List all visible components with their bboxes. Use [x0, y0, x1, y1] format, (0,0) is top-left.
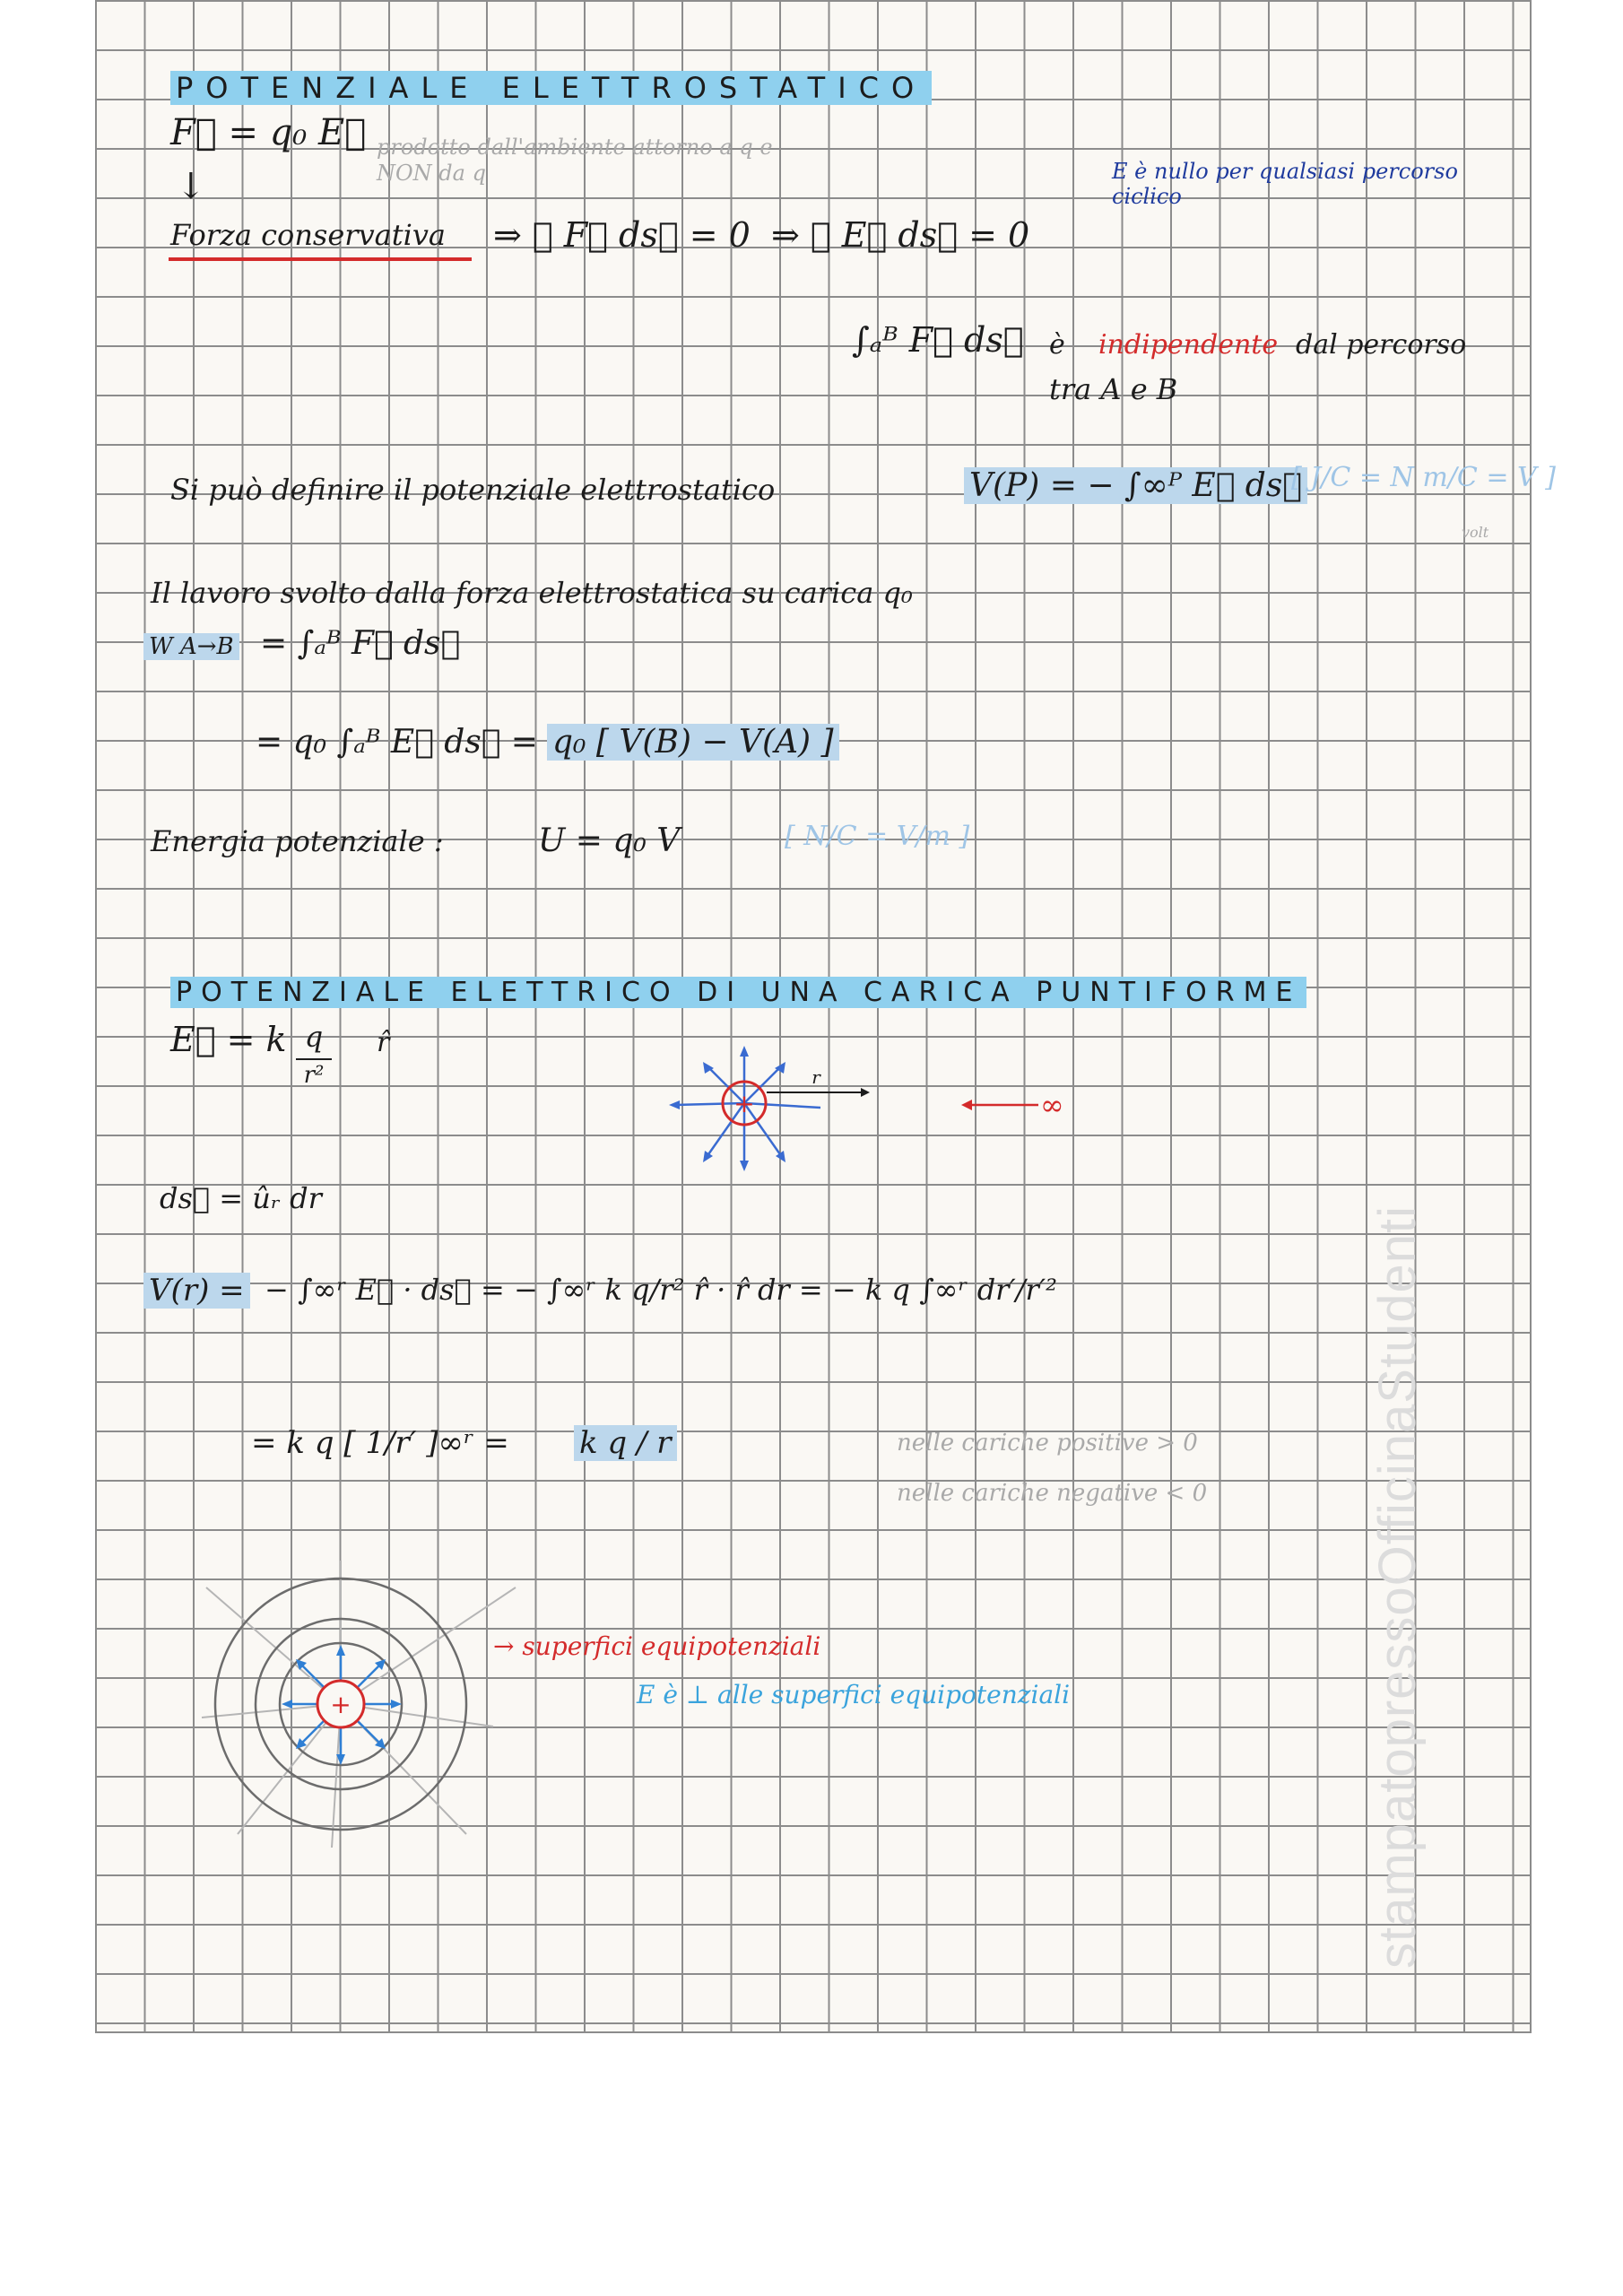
v-equation: − ∫∞ʳ E⃗ · ds⃗ = − ∫∞ʳ k q/r² r̂ · r̂ dr = − k q ∫∞ʳ dr′/r′²	[265, 1273, 1057, 1307]
units-bracket: [ J/C = N m/C = V ]	[1291, 462, 1556, 493]
negative-charge-note: nelle cariche negative < 0	[897, 1480, 1208, 1507]
work-text: Il lavoro svolto dalla forza elettrostatica su carica q₀	[151, 576, 913, 610]
v-result: k q / r	[574, 1425, 677, 1461]
point-charge-diagram	[664, 1040, 897, 1202]
equipotential-label: → superfici equipotenziali	[493, 1631, 821, 1661]
perpendicular-note: E è ⊥ alle superfici equipotenziali	[637, 1680, 1071, 1709]
field-eq-left: E⃗ = k	[170, 1020, 287, 1059]
energy-units: [ N/C = V/m ]	[785, 821, 970, 852]
units-volt: volt	[1462, 524, 1489, 541]
radius-arrowhead	[861, 1088, 870, 1097]
ds-equation: ds⃗ = ûᵣ dr	[160, 1181, 322, 1215]
work-eq-force: = ∫ₐᴮ F⃗ ds⃗	[260, 625, 461, 662]
v-label: V(r) =	[143, 1273, 250, 1309]
potential-definition-text: Si può definire il potenziale elettrostatico	[170, 473, 776, 507]
charge-sign: +	[733, 1089, 755, 1118]
arrowheads	[669, 1046, 785, 1171]
v-result-integral: = k q [ 1/r′ ]∞ʳ =	[251, 1425, 509, 1461]
radius-label: r	[812, 1066, 820, 1088]
potential-definition-eq: V(P) = − ∫∞ᴾ E⃗ ds⃗	[964, 467, 1307, 504]
conservative-eq-field: ⇒ ∮ E⃗ ds⃗ = 0	[771, 215, 1030, 255]
conservative-eq-force: ⇒ ∮ F⃗ ds⃗ = 0	[493, 215, 751, 255]
infinity-label: ∞	[1040, 1088, 1064, 1122]
energy-eq: U = q₀ V	[538, 822, 681, 859]
section2-title: POTENZIALE ELETTRICO DI UNA CARICA PUNTIFORME	[170, 977, 1306, 1008]
field-numerator: q	[304, 1020, 324, 1054]
work-label: W A→B	[143, 633, 239, 660]
between-a-b: tra A e B	[1049, 372, 1178, 406]
conservative-force-label: Forza conservativa	[170, 218, 446, 252]
work-eq-result: q₀ [ V(B) − V(A) ]	[547, 724, 839, 761]
force-equation: F⃗ = q₀ E⃗	[170, 112, 367, 153]
equipotential-charge-sign: +	[330, 1690, 352, 1719]
red-underline	[169, 257, 472, 261]
force-note: prodotto dall'ambiente attorno a q e NON da q	[377, 135, 773, 186]
fraction-bar	[296, 1058, 332, 1060]
independent-rest: dal percorso	[1296, 329, 1467, 361]
positive-charge-note: nelle cariche positive > 0	[897, 1430, 1198, 1457]
field-denominator: r²	[303, 1062, 325, 1089]
section1-title: POTENZIALE ELETTROSTATICO	[170, 71, 932, 105]
independent-word: indipendente	[1098, 329, 1279, 361]
independent-is: è	[1049, 329, 1065, 361]
field-unit-vector: r̂	[377, 1027, 390, 1058]
equipotential-diagram	[197, 1561, 538, 1883]
work-eq-field: = q₀ ∫ₐᴮ E⃗ ds⃗ =	[256, 724, 538, 761]
cyclic-note: E è nullo per qualsiasi percorso ciclico	[1112, 159, 1458, 209]
watermark: stampatopressoOfficinaStudenti	[1368, 1205, 1427, 1969]
integral-a-b: ∫ₐᴮ F⃗ ds⃗	[852, 320, 1024, 360]
energy-label: Energia potenziale :	[151, 824, 444, 858]
arrow-down-icon: ↓	[176, 166, 206, 207]
